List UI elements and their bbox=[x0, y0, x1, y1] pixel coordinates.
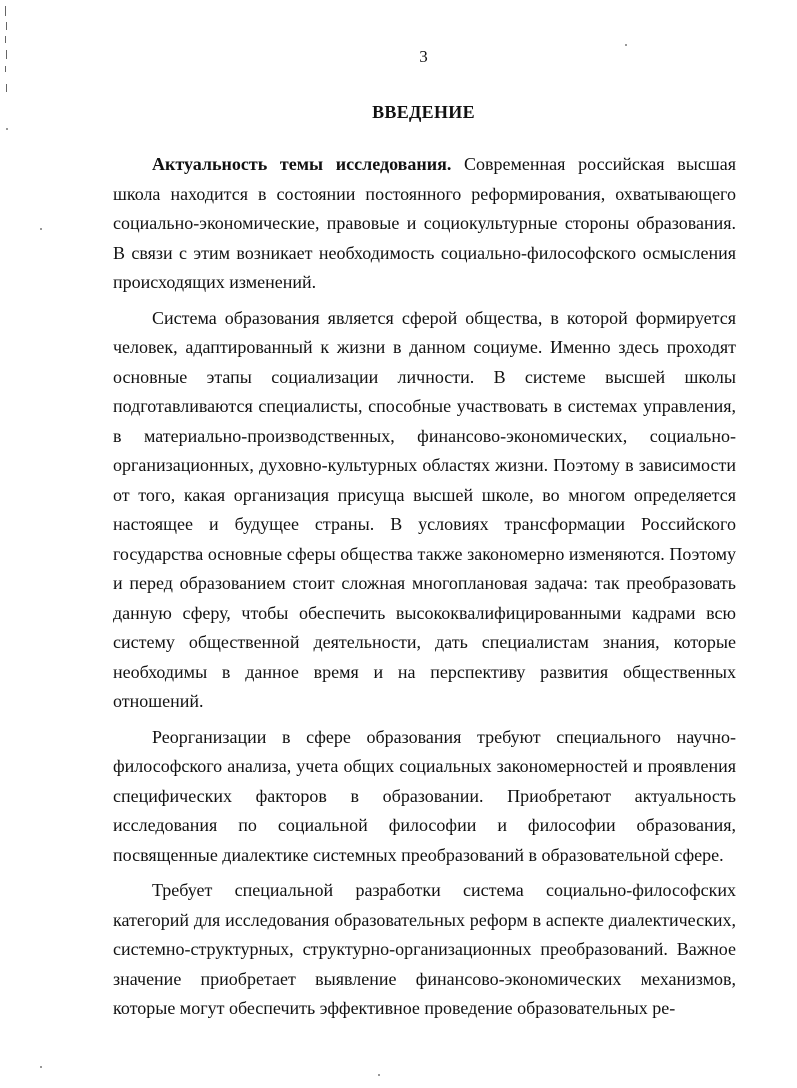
paragraph-education-system: Система образования является сферой общества, в которой формируется человек, адаптированный к жизни в данном социуме. Именно здесь проходят основные этапы социализации личности. В системе высшей школы подготавливаются специалисты, способные участвовать в системах управления, в материально-производственных, финансово-экономических, социально-организационных, духовно-культурных областях жизни. Поэтому в зависимости от того, какая организация присуща высшей школе, во многом определяется настоящее и будущее страны. В условиях трансформации Российского государства основные сферы общества также закономерно изменяются. Поэтому и перед образованием стоит сложная многоплановая задача: так преобразовать данную сферу, чтобы обеспечить высококвалифицированными кадрами всю систему общественной деятельности, дать специалистам знания, которые необходимы в данное время и на перспективу развития общественных отношений. bbox=[113, 307, 736, 711]
paragraph-categories: Требует специальной разработки система социально-философских категорий для исследования образовательных реформ в аспекте диалектических, системно-структурных, структурно-организационных преобразований. Важное значение приобретает выявление финансово-экономических механизмов, которые могут обеспечить эффективное проведение образовательных ре- bbox=[113, 880, 736, 1018]
page-number: 3 bbox=[419, 47, 428, 66]
scan-artifact bbox=[6, 84, 7, 92]
paragraph-lead: Актуальность темы исследования. bbox=[152, 154, 452, 174]
paragraph-reorganization: Реорганизации в сфере образования требуют специального научно-философского анализа, учета общих социальных закономерностей и проявления специфических факторов в образовании. Приобретают актуальность исследования по социальной философии и философии образования, посвященные диалектике системных преобразований в образовательной сфере. bbox=[113, 726, 736, 865]
body-text bbox=[113, 150, 736, 1030]
scan-artifact bbox=[378, 1074, 380, 1076]
scan-artifact bbox=[6, 22, 7, 30]
paragraph-relevance bbox=[113, 150, 736, 298]
paragraph-text: Современная российская высшая школа находится в состоянии постоянного реформирования, охватывающего социально-экономические, правовые и социокультурные стороны образования. В связи с этим возникает необходимость социально-философского осмысления происходящих изменений. bbox=[113, 154, 736, 292]
section-heading: ВВЕДЕНИЕ bbox=[372, 102, 475, 122]
scan-artifact bbox=[5, 36, 6, 43]
scan-artifact bbox=[5, 6, 6, 16]
scan-artifact bbox=[625, 44, 627, 46]
scan-artifact bbox=[6, 128, 8, 130]
scan-artifact bbox=[40, 1066, 42, 1068]
scan-artifact bbox=[40, 228, 42, 230]
